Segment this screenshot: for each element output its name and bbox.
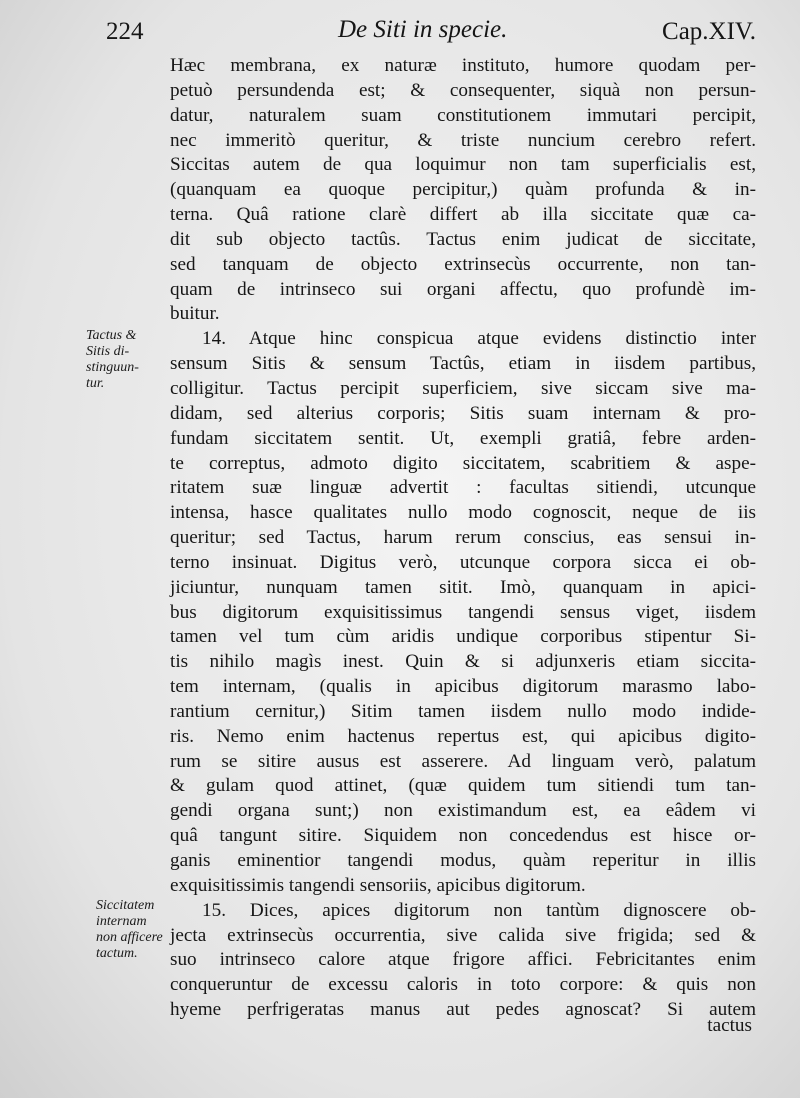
- text-line: jiciuntur, nunquam tamen sitit. Imò, quanquam in apici-: [170, 576, 756, 598]
- margin-note-line: tur.: [86, 376, 105, 391]
- text-line: exquisitissimis tangendi sensoriis, apicibus digitorum.: [170, 874, 586, 896]
- text-line: te correptus, admoto digito siccitatem, scabritiem & aspe-: [170, 452, 756, 474]
- text-line: bus digitorum exquisitissimus tangendi sensus viget, iisdem: [170, 601, 756, 623]
- text-line: Siccitas autem de qua loquimur non tam superficialis est,: [170, 154, 756, 176]
- paragraph-15: [170, 899, 756, 924]
- text-line: sensum Sitis & sensum Tactûs, etiam in iisdem partibus,: [170, 353, 756, 375]
- text-line: tis nihilo magìs inest. Quin & si adjunxeris etiam siccita-: [170, 651, 756, 673]
- paragraph-14: [170, 327, 756, 352]
- margin-note-distinction: [86, 328, 166, 392]
- paragraph-14-body: [170, 352, 756, 899]
- text-line: 15. Dices, apices digitorum non tantùm dignoscere ob-: [202, 899, 756, 921]
- catchword: tactus: [707, 1015, 752, 1036]
- margin-note-line: tactum.: [96, 946, 138, 961]
- text-line: sed tanquam de objecto extrinsecùs occurrente, non tan-: [170, 253, 756, 275]
- text-line: dit sub objecto tactûs. Tactus enim judicat de siccitate,: [170, 228, 756, 250]
- text-line: ritatem suæ linguæ advertit : facultas sitiendi, utcunque: [170, 477, 756, 499]
- text-line: rantium cernitur,) Sitim tamen iisdem nullo modo indide-: [170, 700, 756, 722]
- text-line: (quanquam ea quoque percipitur,) quàm profunda & in-: [170, 179, 756, 201]
- margin-note-line: internam: [96, 914, 147, 929]
- main-text: [170, 54, 756, 1023]
- text-line: jecta extrinsecùs occurrentia, sive calida sive frigida; sed &: [170, 924, 756, 946]
- text-line: tamen vel tum cùm aridis undique corporibus stipentur Si-: [170, 626, 756, 648]
- text-line: ganis eminentior tangendi modus, quàm reperitur in illis: [170, 850, 756, 871]
- margin-note-line: stinguun-: [86, 360, 139, 375]
- text-line: suo intrinseco calore atque frigore affici. Febricitantes enim: [170, 949, 756, 971]
- text-line: & gulam quod attinet, (quæ quidem tum sitiendi tum tan-: [170, 775, 756, 797]
- paragraph-15-body: [170, 924, 756, 1023]
- page-number: 224: [106, 18, 144, 45]
- text-line: fundam siccitatem sentit. Ut, exempli gratiâ, febre arden-: [170, 427, 756, 449]
- chapter-label: Cap.XIV.: [662, 18, 756, 45]
- text-line: rum se sitire ausus est asserere. Ad linguam verò, palatum: [170, 750, 756, 772]
- margin-note-line: Tactus &: [86, 328, 137, 343]
- running-title: De Siti in specie.: [338, 16, 508, 43]
- text-line: Hæc membrana, ex naturæ instituto, humore quodam per-: [170, 55, 756, 76]
- text-line: queritur; sed Tactus, harum rerum conscius, eas sensui in-: [170, 527, 756, 549]
- text-line: buitur.: [170, 303, 220, 325]
- paragraph-continued: [170, 54, 756, 327]
- text-line: 14. Atque hinc conspicua atque evidens distinctio inter: [202, 328, 756, 350]
- text-line: colligitur. Tactus percipit superficiem, sive siccam sive ma-: [170, 377, 756, 399]
- text-line: conqueruntur de excessu caloris in toto corpore: & quis non: [170, 974, 756, 996]
- text-line: terna. Quâ ratione clarè differt ab illa siccitate quæ ca-: [170, 204, 756, 226]
- text-line: petuò persundenda est; & consequenter, siquà non persun-: [170, 79, 756, 101]
- margin-note-line: non afficere: [96, 930, 163, 945]
- text-line: terno insinuat. Digitus verò, utcunque corpora sicca ei ob-: [170, 551, 756, 573]
- text-line: hyeme perfrigeratas manus aut pedes agnoscat? Si autem: [170, 999, 756, 1021]
- text-line: tem internam, (qualis in apicibus digitorum marasmo labo-: [170, 676, 756, 698]
- text-line: nec immeritò queritur, & triste nuncium cerebro refert.: [170, 129, 756, 151]
- margin-note-siccitas: [96, 898, 176, 962]
- text-line: intensa, hasce qualitates nullo modo cognoscit, neque de iis: [170, 502, 756, 524]
- running-header: [106, 16, 756, 50]
- margin-note-line: Sitis di-: [86, 344, 130, 359]
- text-line: quam de intrinseco sui organi affectu, quo profundè im-: [170, 278, 756, 300]
- text-line: datur, naturalem suam constitutionem immutari percipit,: [170, 104, 756, 126]
- text-line: ris. Nemo enim hactenus repertus est, qui apicibus digito-: [170, 725, 756, 747]
- text-line: gendi organa sunt;) non existimandum est, ea eâdem vi: [170, 800, 756, 822]
- margin-note-line: Siccitatem: [96, 898, 155, 913]
- text-line: quâ tangunt sitire. Siquidem non concedendus est hisce or-: [170, 825, 756, 847]
- text-line: didam, sed alterius corporis; Sitis suam internam & pro-: [170, 402, 756, 424]
